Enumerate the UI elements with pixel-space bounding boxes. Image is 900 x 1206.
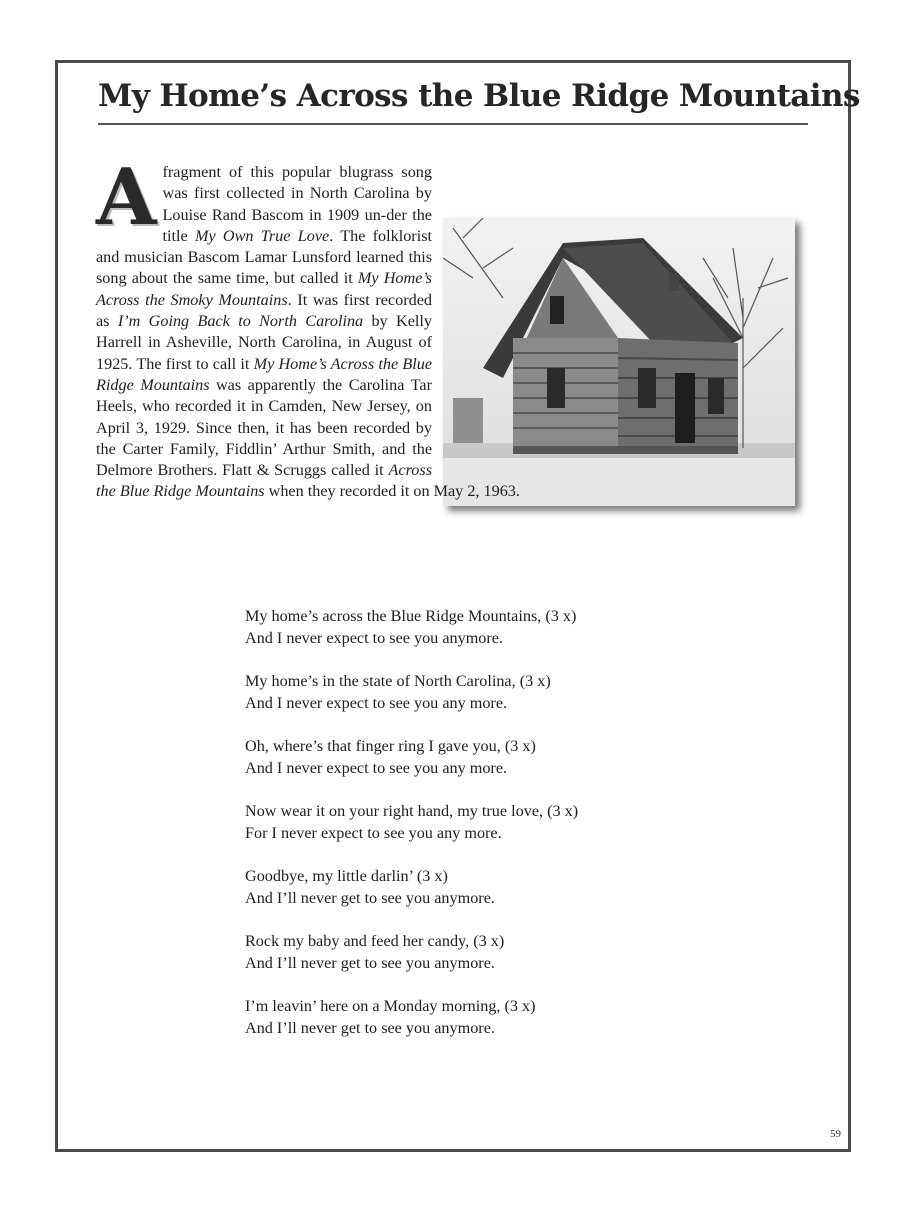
verse <box>245 671 665 714</box>
lyric-line: Rock my baby and feed her candy, (3 x) <box>245 932 505 950</box>
lyric-line: Now wear it on your right hand, my true love, (3 x) <box>245 802 579 820</box>
lyric-line: And I never expect to see you any more. <box>245 758 508 777</box>
lyric-line: My home’s in the state of North Carolina, (3 x) <box>245 672 551 690</box>
lyric-line: And I never expect to see you anymore. <box>245 628 504 647</box>
lyric-line: And I’ll never get to see you anymore. <box>245 888 495 907</box>
intro-title-italic: My Own True Love <box>194 226 330 245</box>
lyric-line: For I never expect to see you any more. <box>245 823 502 842</box>
intro-segment: fragment of this popular blugrass song was first collected in North Carolina by Louise Rand Bascom in 1909 un-der the title <box>162 163 432 245</box>
intro-paragraph <box>96 152 806 503</box>
intro-title-italic: My Home’s Across the Smoky Mountains <box>96 269 432 309</box>
lyric-line: Oh, where’s that finger ring I gave you, (3 x) <box>245 737 536 755</box>
intro-title-italic: I’m Going Back to North Carolina <box>117 312 364 331</box>
drop-cap: A <box>96 152 157 243</box>
intro-segment: when they recorded it on May 2, 1963. <box>264 482 520 501</box>
intro-title-italic: Across the Blue Ridge Mountains <box>96 461 432 501</box>
title-underline <box>98 123 808 125</box>
verse <box>245 606 665 649</box>
lyric-line: And I never expect to see you any more. <box>245 693 508 712</box>
intro-segment: was apparently the Carolina Tar Heels, who recorded it in Camden, New Jersey, on April 3, 1929. Since then, it has been recorded by the Carter Family, Fiddlin’ Arthur Smith, and the Delmore Brothers. Flatt & Scruggs called it <box>96 375 432 480</box>
intro-title-italic: My Home’s Across the Blue Ridge Mountains <box>96 354 433 394</box>
verse <box>245 866 665 909</box>
verse <box>245 996 665 1039</box>
page-title: My Home’s Across the Blue Ridge Mountains <box>98 78 860 114</box>
verse <box>245 931 665 974</box>
verse <box>245 736 665 779</box>
page-number: 59 <box>830 1128 841 1140</box>
lyric-line: And I’ll never get to see you anymore. <box>245 1018 495 1037</box>
intro-segment: by Kelly Harrell in Asheville, North Carolina, in August of 1925. The first to call it <box>96 312 432 373</box>
verse <box>245 801 665 844</box>
intro-segment: . The folklorist and musician Bascom Lamar Lunsford learned this song about the same time, but called it <box>96 226 432 288</box>
lyric-line: My home’s across the Blue Ridge Mountains, (3 x) <box>245 607 577 625</box>
lyric-line: And I’ll never get to see you anymore. <box>245 953 495 972</box>
lyric-line: Goodbye, my little darlin’ (3 x) <box>245 867 448 885</box>
photo-spacer <box>448 174 798 466</box>
lyric-line: I’m leavin’ here on a Monday morning, (3 x) <box>245 997 536 1015</box>
song-lyrics <box>245 606 665 1061</box>
intro-segment: . It was first recorded as <box>96 290 432 331</box>
